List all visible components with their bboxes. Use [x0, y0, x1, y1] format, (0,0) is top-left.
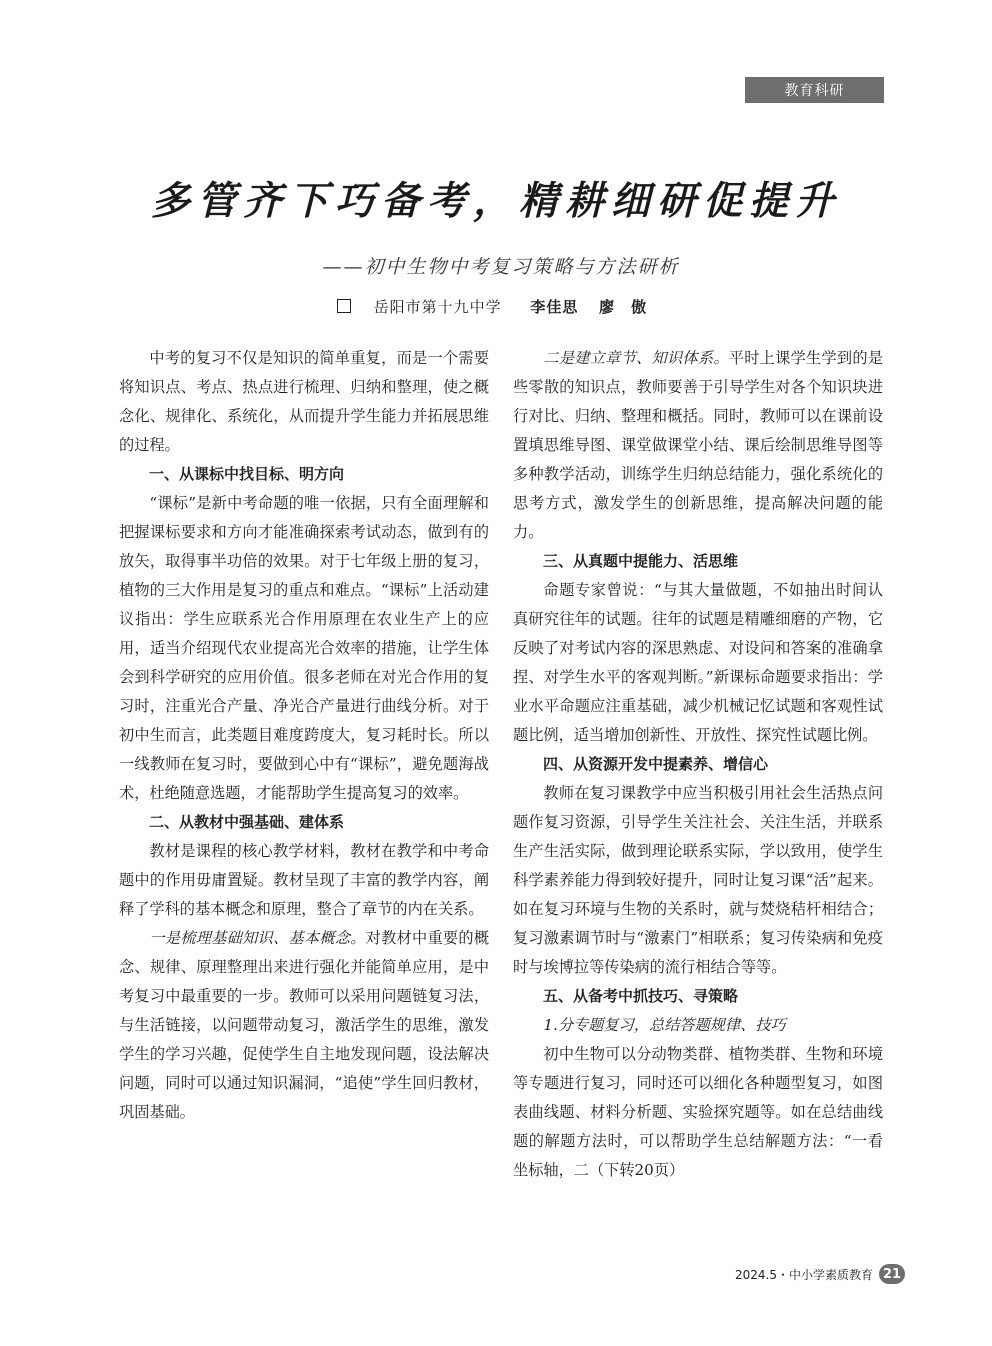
page-number-badge: 21 — [879, 1264, 905, 1284]
square-icon — [337, 299, 351, 313]
paragraph: 命题专家曾说：“与其大量做题，不如抽出时间认真研究往年的试题。往年的试题是精雕细磨的产物，它反映了对考试内容的深思熟虑、对设问和答案的准确拿捏、对学生水平的客观判断。”新课标命题要求指出：学业水平命题应注重基础，减少机械记忆试题和客观性试题比例，适当增加创新性、开放性、探究性试题比例。 — [513, 581, 883, 744]
section-tag: 教育科研 — [745, 77, 884, 103]
byline — [0, 296, 992, 317]
paragraph: 中考的复习不仅是知识的简单重复，而是一个需要将知识点、考点、热点进行梳理、归纳和整理，使之概念化、规律化、系统化，从而提升学生能力并拓展思维的过程。 — [119, 349, 489, 454]
paragraph: 教师在复习课教学中应当积极引用社会生活热点问题作复习资源，引导学生关注社会、关注生活，并联系生产生活实际，做到理论联系实际，学以致用，使学生科学素养能力得到较好提升，同时让复习课“活”起来。如在复习环境与生物的关系时，就与焚烧秸杆相结合；复习激素调节时与“激素门”相联系；复习传染病和免疫时与埃博拉等传染病的流行相结合等等。 — [513, 784, 883, 976]
section-heading: 一、从课标中找目标、明方向 — [149, 465, 345, 483]
paragraph — [119, 924, 489, 1127]
author-name: 廖 傲 — [599, 298, 648, 316]
section-heading: 五、从备考中抓技巧、寻策略 — [543, 987, 739, 1005]
author-name: 李佳思 — [530, 298, 579, 316]
left-column — [119, 344, 489, 1127]
paragraph: 教材是课程的核心教学材料，教材在教学和中考命题中的作用毋庸置疑。教材呈现了丰富的教学内容，阐释了学科的基本概念和原理，整合了章节的内在关系。 — [119, 842, 489, 918]
paragraph-lead: 一是梳理基础知识、基本概念。 — [149, 929, 366, 947]
right-column — [513, 344, 883, 1185]
sub-heading: 1.分专题复习，总结答题规律、技巧 — [543, 1016, 786, 1034]
paragraph: 初中生物可以分动物类群、植物类群、生物和环境等专题进行复习，同时还可以细化各种题型复习，如图表曲线题、材料分析题、实验探究题等。如在总结曲线题的解题方法时，可以帮助学生总结解题方法：“一看坐标轴，二（下转20页） — [513, 1045, 883, 1179]
affiliation: 岳阳市第十九中学 — [373, 298, 502, 316]
section-heading: 二、从教材中强基础、建体系 — [149, 813, 345, 831]
article-subtitle: ——初中生物中考复习策略与方法研析 — [322, 256, 680, 278]
paragraph — [513, 344, 883, 547]
paragraph-body: 对教材中重要的概念、规律、原理整理出来进行强化并能简单应用，是中考复习中最重要的一步。教师可以采用问题链复习法，与生活链接，以问题带动复习，激活学生的思维，激发学生的学习兴趣，促使学生自主地发现问题，设法解决问题，同时可以通过知识漏洞，“追使”学生回归教材，巩固基础。 — [119, 929, 490, 1121]
section-heading: 四、从资源开发中提素养、增信心 — [543, 755, 769, 773]
page-footer — [735, 1264, 905, 1284]
paragraph: “课标”是新中考命题的唯一依据，只有全面理解和把握课标要求和方向才能准确探索考试动态，做到有的放矢，取得事半功倍的效果。对于七年级上册的复习，植物的三大作用是复习的重点和难点。“课标”上活动建议指出：学生应联系光合作用原理在农业生产上的应用，适当介绍现代农业提高光合效率的措施，让学生体会到科学研究的应用价值。很多老师在对光合作用的复习时，注重光合产量、净光合产量进行曲线分析。对于初中生而言，此类题目难度跨度大，复习耗时长。所以一线教师在复习时，要做到心中有“课标”，避免题海战术，杜绝随意选题，才能帮助学生提高复习的效率。 — [119, 494, 489, 802]
paragraph-body: 平时上课学生学到的是些零散的知识点，教师要善于引导学生对各个知识块进行对比、归纳、整理和概括。同时，教师可以在课前设置填思维导图、课堂做课堂小结、课后绘制思维导图等多种教学活动，训练学生归纳总结能力，强化系统化的思考方式，激发学生的创新思维，提高解决问题的能力。 — [513, 349, 884, 541]
paragraph-lead: 二是建立章节、知识体系。 — [543, 349, 729, 367]
section-heading: 三、从真题中提能力、活思维 — [543, 552, 739, 570]
article-title: 多管齐下巧备考，精耕细研促提升 — [150, 178, 841, 224]
issue-info: 2024.5・中小学素质教育 — [735, 1267, 873, 1282]
